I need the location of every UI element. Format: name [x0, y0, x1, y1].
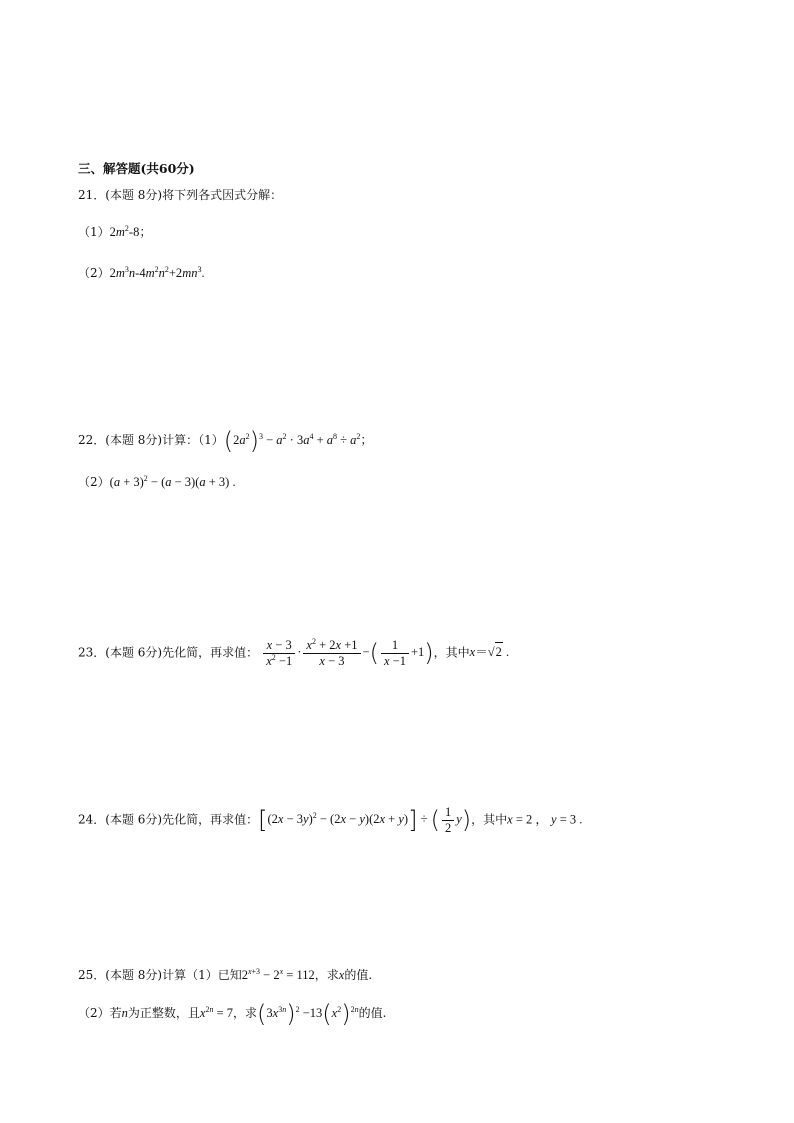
question-22-head: 22．(本题 8分)计算：$(1)(2a^2)^3 - a^2 \cdot 3a^4 + a^8 \div a^2$；: [78, 427, 373, 456]
section-title: 三、解答题(共60分): [78, 161, 195, 176]
question-21-part-2: $(2)2m^3n-4m^2n^2+2mn^3$.: [78, 265, 205, 280]
question-25-head: 25．(本题 8分)计算（1）已知$2^{x+3} - 2^x = 112$，求x的值.: [78, 967, 373, 982]
question-21-part-1: $(1)2m^2-8$；: [78, 224, 152, 239]
question-22-part-2: $(2)(a + 3)^2 - (a - 3)(a + 3)$ .: [78, 474, 236, 489]
question-21-head: 21．(本题 8分)将下列各式因式分解：: [78, 188, 283, 202]
question-24: 24．(本题 6分)先化简，再求值：$[(2x - 3y)^2 - (2x - y)(2x + y)]$ ÷ ( $\frac{1}{2}$ y)，其中x = 2 ， y = 3 .: [78, 805, 583, 835]
question-23: 23．(本题 6分)先化简，再求值： $\frac{x - 3}{x^2 -1}$ · $\frac{x^2 + 2x +1}{x - 3}$ −( $\frac{1}{x -1}$ +1)，其中x＝√2 .: [78, 637, 510, 668]
question-25-part-2: （2）若n为正整数，且$x^{2n} = 7$，求$(3x^{3n})^2 -13(x^2)^{2n}$的值.: [78, 1000, 387, 1029]
